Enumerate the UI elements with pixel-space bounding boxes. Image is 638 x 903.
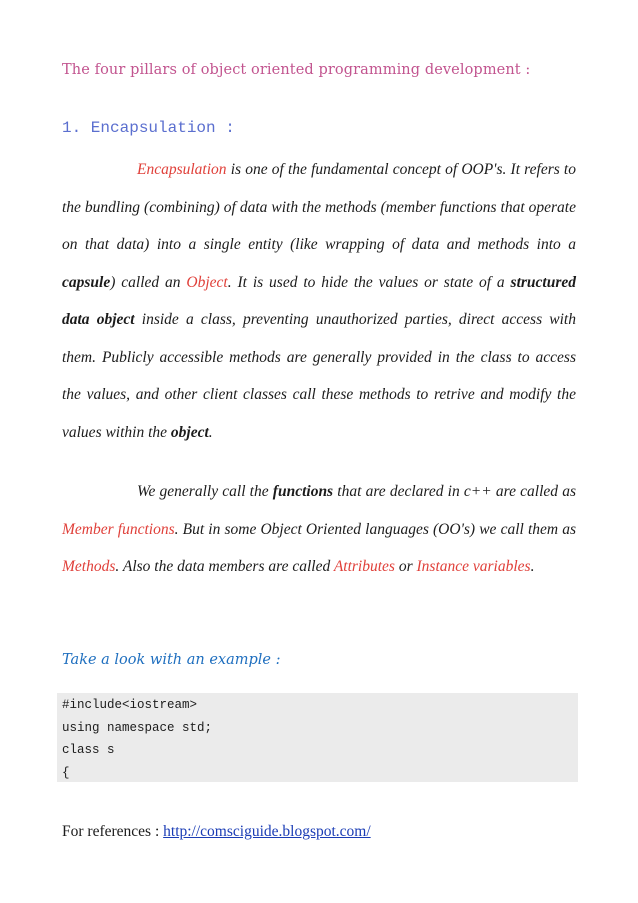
paragraph-text: . It is used to hide the values or state of a (227, 273, 511, 291)
term-structured-data-object: structured data object (62, 273, 576, 328)
code-line: class s (62, 743, 115, 757)
paragraph-text: ) called an (110, 273, 187, 291)
references-footer (62, 823, 371, 841)
paragraph-text: . (208, 423, 213, 441)
document-title: The four pillars of object oriented programming development : (62, 62, 531, 78)
paragraph-text: inside a class, preventing unauthorized parties, direct access with them. Publicly accessible methods are generally provided in the class to access the values, and other client classes call these methods to retrive and modify the values within the (62, 311, 576, 441)
references-link[interactable]: http://comsciguide.blogspot.com/ (163, 823, 371, 840)
paragraph-text: . But in some Object Oriented languages (OO's) we call them as (174, 520, 577, 538)
term-object-bold: object (170, 423, 209, 441)
code-block (57, 693, 578, 782)
term-methods: Methods (62, 558, 116, 575)
term-member-functions: Member functions (62, 520, 175, 538)
paragraph-text: . (530, 558, 535, 575)
term-object: Object (186, 273, 228, 291)
term-instance-variables: Instance variables (416, 558, 531, 575)
code-line: #include<iostream> (62, 698, 198, 712)
paragraph-text: is one of the fundamental concept of OOP's. It refers to the bundling (combining) of data with the methods (member functions that operate on that data) into a single entity (like wrapping of data and methods into a (62, 161, 576, 253)
paragraph-text: . Also the data members are called (115, 558, 334, 575)
paragraph-text: or (394, 558, 417, 575)
example-heading: Take a look with an example : (62, 652, 281, 668)
paragraph-text: We generally call the (137, 483, 273, 500)
code-line: { (62, 766, 70, 780)
paragraph-text: that are declared in c++ are called as (333, 483, 576, 500)
term-attributes: Attributes (333, 558, 395, 575)
term-functions: functions (272, 483, 334, 500)
code-line: using namespace std; (62, 721, 213, 735)
encapsulation-paragraph (62, 151, 576, 451)
term-capsule: capsule (62, 273, 111, 291)
functions-paragraph (62, 473, 576, 586)
references-label: For references : (62, 823, 164, 840)
section-heading-encapsulation: 1. Encapsulation : (62, 119, 235, 137)
term-encapsulation: Encapsulation (137, 161, 227, 178)
